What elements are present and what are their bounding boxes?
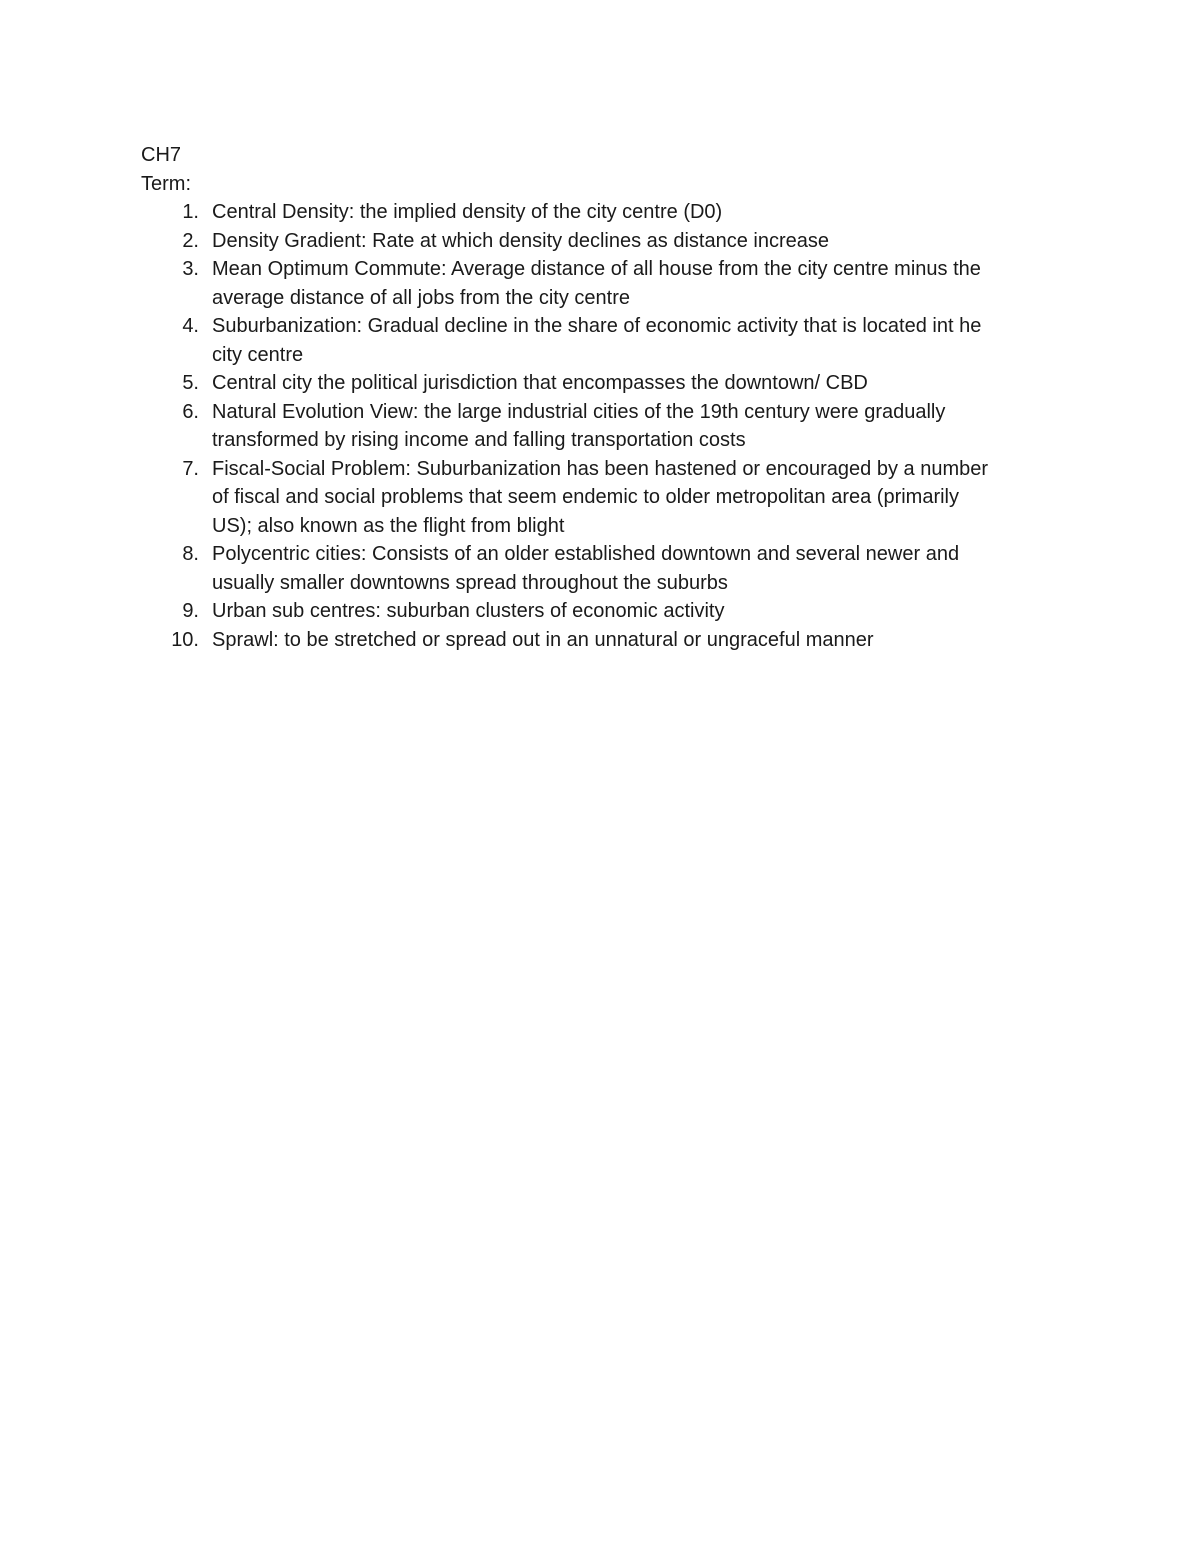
list-item-text xyxy=(212,369,1061,398)
list-item-line: Mean Optimum Commute: Average distance of all house from the city centre minus the xyxy=(212,258,981,280)
list-item xyxy=(141,540,1061,597)
terms-list xyxy=(141,198,1061,654)
list-item-number: 5. xyxy=(182,372,199,394)
list-item-text xyxy=(212,626,1061,655)
list-item-text xyxy=(212,255,1061,312)
list-item-line: Central Density: the implied density of the city centre (D0) xyxy=(212,201,723,223)
list-item-line: city centre xyxy=(212,343,304,366)
list-item xyxy=(141,455,1061,541)
list-item-text xyxy=(212,398,1061,455)
list-item-line: of fiscal and social problems that seem endemic to older metropolitan area (primarily xyxy=(212,486,960,508)
list-item-line: Polycentric cities: Consists of an older established downtown and several newer and xyxy=(212,543,960,565)
list-item-text xyxy=(212,312,1061,369)
list-item-line: US); also known as the flight from blight xyxy=(212,514,565,537)
chapter-heading: CH7 xyxy=(141,144,182,166)
list-item-number: 7. xyxy=(182,457,199,480)
list-item xyxy=(141,597,1061,626)
list-item-text xyxy=(212,540,1061,597)
list-item-line: Fiscal-Social Problem: Suburbanization has been hastened or encouraged by a number xyxy=(212,457,989,480)
list-item-text xyxy=(212,227,1061,256)
list-item-line: usually smaller downtowns spread throughout the suburbs xyxy=(212,571,728,594)
list-item xyxy=(141,255,1061,312)
list-item-line: transformed by rising income and falling transportation costs xyxy=(212,429,746,451)
list-item-line: Suburbanization: Gradual decline in the share of economic activity that is located int he xyxy=(212,315,982,337)
list-item-line: Natural Evolution View: the large industrial cities of the 19th century were gradually xyxy=(212,400,946,423)
list-item xyxy=(141,312,1061,369)
list-item xyxy=(141,369,1061,398)
list-item-number: 10. xyxy=(171,628,199,651)
list-item-line: Density Gradient: Rate at which density declines as distance increase xyxy=(212,229,829,252)
list-item xyxy=(141,198,1061,227)
list-item-text xyxy=(212,198,1061,227)
list-item-line: Sprawl: to be stretched or spread out in an unnatural or ungraceful manner xyxy=(212,628,874,651)
term-subheading: Term: xyxy=(141,172,191,195)
list-item-number: 9. xyxy=(182,600,199,622)
list-item-number: 8. xyxy=(182,543,199,565)
list-item-number: 3. xyxy=(182,258,199,280)
list-item-line: Urban sub centres: suburban clusters of economic activity xyxy=(212,600,725,622)
list-item xyxy=(141,227,1061,256)
list-item-text xyxy=(212,597,1061,626)
list-item-text xyxy=(212,455,1061,541)
list-item-number: 4. xyxy=(182,315,199,337)
list-item xyxy=(141,626,1061,655)
list-item-number: 1. xyxy=(182,201,199,223)
list-item-number: 6. xyxy=(182,400,199,423)
list-item xyxy=(141,398,1061,455)
list-item-line: average distance of all jobs from the city centre xyxy=(212,286,630,309)
list-item-line: Central city the political jurisdiction that encompasses the downtown/ CBD xyxy=(212,372,868,394)
list-item-number: 2. xyxy=(182,229,199,252)
document-content xyxy=(141,141,1061,654)
